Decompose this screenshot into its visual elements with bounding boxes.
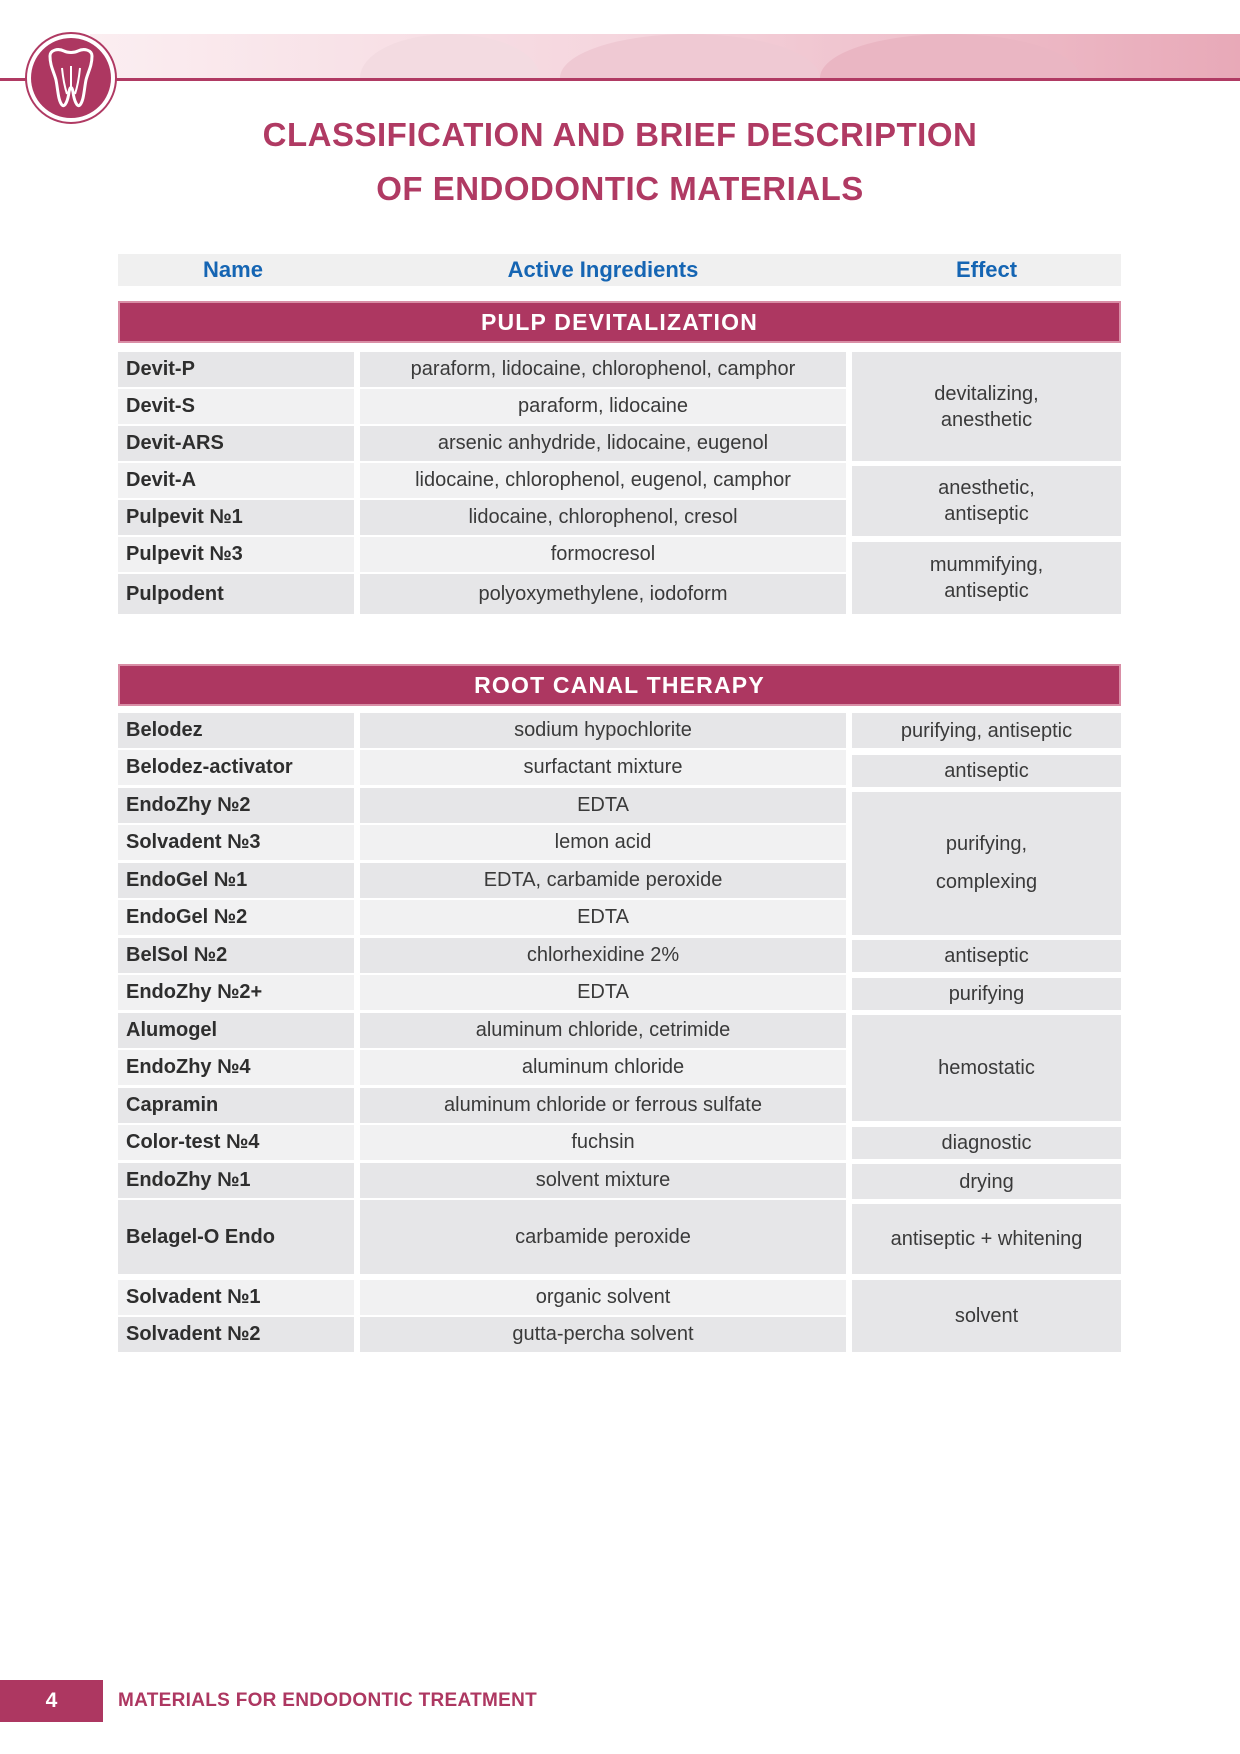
section-root-canal-therapy: ROOT CANAL THERAPY xyxy=(118,664,1121,706)
table-row-ingredients: organic solvent xyxy=(360,1280,846,1315)
effect-cell xyxy=(852,978,1121,1010)
table-row-ingredients: surfactant mixture xyxy=(360,750,846,785)
tooth-icon xyxy=(44,48,98,108)
table-row-ingredients: solvent mixture xyxy=(360,1163,846,1198)
table-row-name: Belagel-O Endo xyxy=(118,1200,354,1274)
table-row-name: Solvadent №3 xyxy=(118,825,354,860)
effect-cell xyxy=(852,792,1121,935)
table-row-ingredients: lidocaine, chlorophenol, eugenol, camphor xyxy=(360,463,846,498)
table-row-name: Pulpevit №1 xyxy=(118,500,354,535)
effect-cell xyxy=(852,713,1121,748)
effect-text: antiseptic xyxy=(944,760,1029,782)
effect-text: purifying, complexing xyxy=(935,833,1038,893)
effect-cell xyxy=(852,352,1121,461)
table-row-ingredients: EDTA xyxy=(360,975,846,1010)
effect-text: anesthetic, antiseptic xyxy=(938,477,1035,525)
table-row-name: Belodez-activator xyxy=(118,750,354,785)
table-row-name: Devit-P xyxy=(118,352,354,387)
table-row-name: BelSol №2 xyxy=(118,938,354,973)
table-row-ingredients: lidocaine, chlorophenol, cresol xyxy=(360,500,846,535)
top-banner xyxy=(0,0,1240,90)
column-name: Name xyxy=(203,257,263,282)
section-pulp-devitalization: PULP DEVITALIZATION xyxy=(118,301,1121,343)
column-header xyxy=(118,254,1121,286)
title-line-1: CLASSIFICATION AND BRIEF DESCRIPTION xyxy=(262,116,978,153)
effect-text: diagnostic xyxy=(941,1132,1032,1154)
table-row-ingredients: aluminum chloride or ferrous sulfate xyxy=(360,1088,846,1123)
table-row-name: Devit-ARS xyxy=(118,426,354,461)
table-row-name: Solvadent №2 xyxy=(118,1317,354,1352)
effect-cell xyxy=(852,1015,1121,1121)
table-row-name: EndoZhy №2+ xyxy=(118,975,354,1010)
running-title: MATERIALS FOR ENDODONTIC TREATMENT xyxy=(118,1690,538,1711)
effect-text: hemostatic xyxy=(938,1057,1035,1079)
effect-text: purifying xyxy=(948,983,1025,1005)
table-row-ingredients: EDTA xyxy=(360,900,846,935)
table-row-name: Devit-A xyxy=(118,463,354,498)
table-row-ingredients: paraform, lidocaine xyxy=(360,389,846,424)
title-line-2: OF ENDODONTIC MATERIALS xyxy=(376,170,864,207)
table-row-ingredients: aluminum chloride, cetrimide xyxy=(360,1013,846,1048)
table-row-ingredients: EDTA xyxy=(360,788,846,823)
table-row-ingredients: aluminum chloride xyxy=(360,1050,846,1085)
banner-line xyxy=(0,78,1240,81)
column-ingredients: Active Ingredients xyxy=(507,257,699,282)
table-row-name: EndoZhy №4 xyxy=(118,1050,354,1085)
effect-text: purifying, antiseptic xyxy=(900,719,1073,742)
table-row-name: Color-test №4 xyxy=(118,1125,354,1160)
effect-cell xyxy=(852,1164,1121,1199)
effect-cell xyxy=(852,755,1121,787)
effect-text: mummifying, antiseptic xyxy=(929,554,1044,602)
table-row-name: Pulpevit №3 xyxy=(118,537,354,572)
column-effect: Effect xyxy=(955,257,1018,282)
table-row-name: EndoZhy №1 xyxy=(118,1163,354,1198)
table-row-name: Capramin xyxy=(118,1088,354,1123)
effect-cell xyxy=(852,1280,1121,1352)
table-row-ingredients: EDTA, carbamide peroxide xyxy=(360,863,846,898)
table-row-name: EndoGel №1 xyxy=(118,863,354,898)
table-row-ingredients: carbamide peroxide xyxy=(360,1200,846,1274)
table-row-ingredients: arsenic anhydride, lidocaine, eugenol xyxy=(360,426,846,461)
table-row-ingredients: lemon acid xyxy=(360,825,846,860)
effect-text: antiseptic + whitening xyxy=(890,1228,1083,1250)
table-row-name: Solvadent №1 xyxy=(118,1280,354,1315)
effect-cell xyxy=(852,1127,1121,1159)
effect-cell xyxy=(852,466,1121,536)
table-row-name: EndoZhy №2 xyxy=(118,788,354,823)
table-row-ingredients: paraform, lidocaine, chlorophenol, camphor xyxy=(360,352,846,387)
table-row-name: Belodez xyxy=(118,713,354,748)
table-row-ingredients: polyoxymethylene, iodoform xyxy=(360,574,846,614)
effect-cell xyxy=(852,542,1121,614)
page-title xyxy=(0,108,1240,216)
table-row-name: EndoGel №2 xyxy=(118,900,354,935)
table-row-name: Alumogel xyxy=(118,1013,354,1048)
effect-text: antiseptic xyxy=(944,945,1029,967)
table-row-name: Devit-S xyxy=(118,389,354,424)
table-row-ingredients: chlorhexidine 2% xyxy=(360,938,846,973)
table-row-ingredients: fuchsin xyxy=(360,1125,846,1160)
page-number: 4 xyxy=(0,1680,103,1722)
effect-text: devitalizing, anesthetic xyxy=(934,382,1039,431)
table-row-name: Pulpodent xyxy=(118,574,354,614)
table-row-ingredients: formocresol xyxy=(360,537,846,572)
effect-cell xyxy=(852,1204,1121,1274)
table-row-ingredients: sodium hypochlorite xyxy=(360,713,846,748)
effect-text: drying xyxy=(959,1170,1014,1193)
effect-cell xyxy=(852,940,1121,972)
effect-text: solvent xyxy=(954,1305,1019,1327)
table-row-ingredients: gutta-percha solvent xyxy=(360,1317,846,1352)
